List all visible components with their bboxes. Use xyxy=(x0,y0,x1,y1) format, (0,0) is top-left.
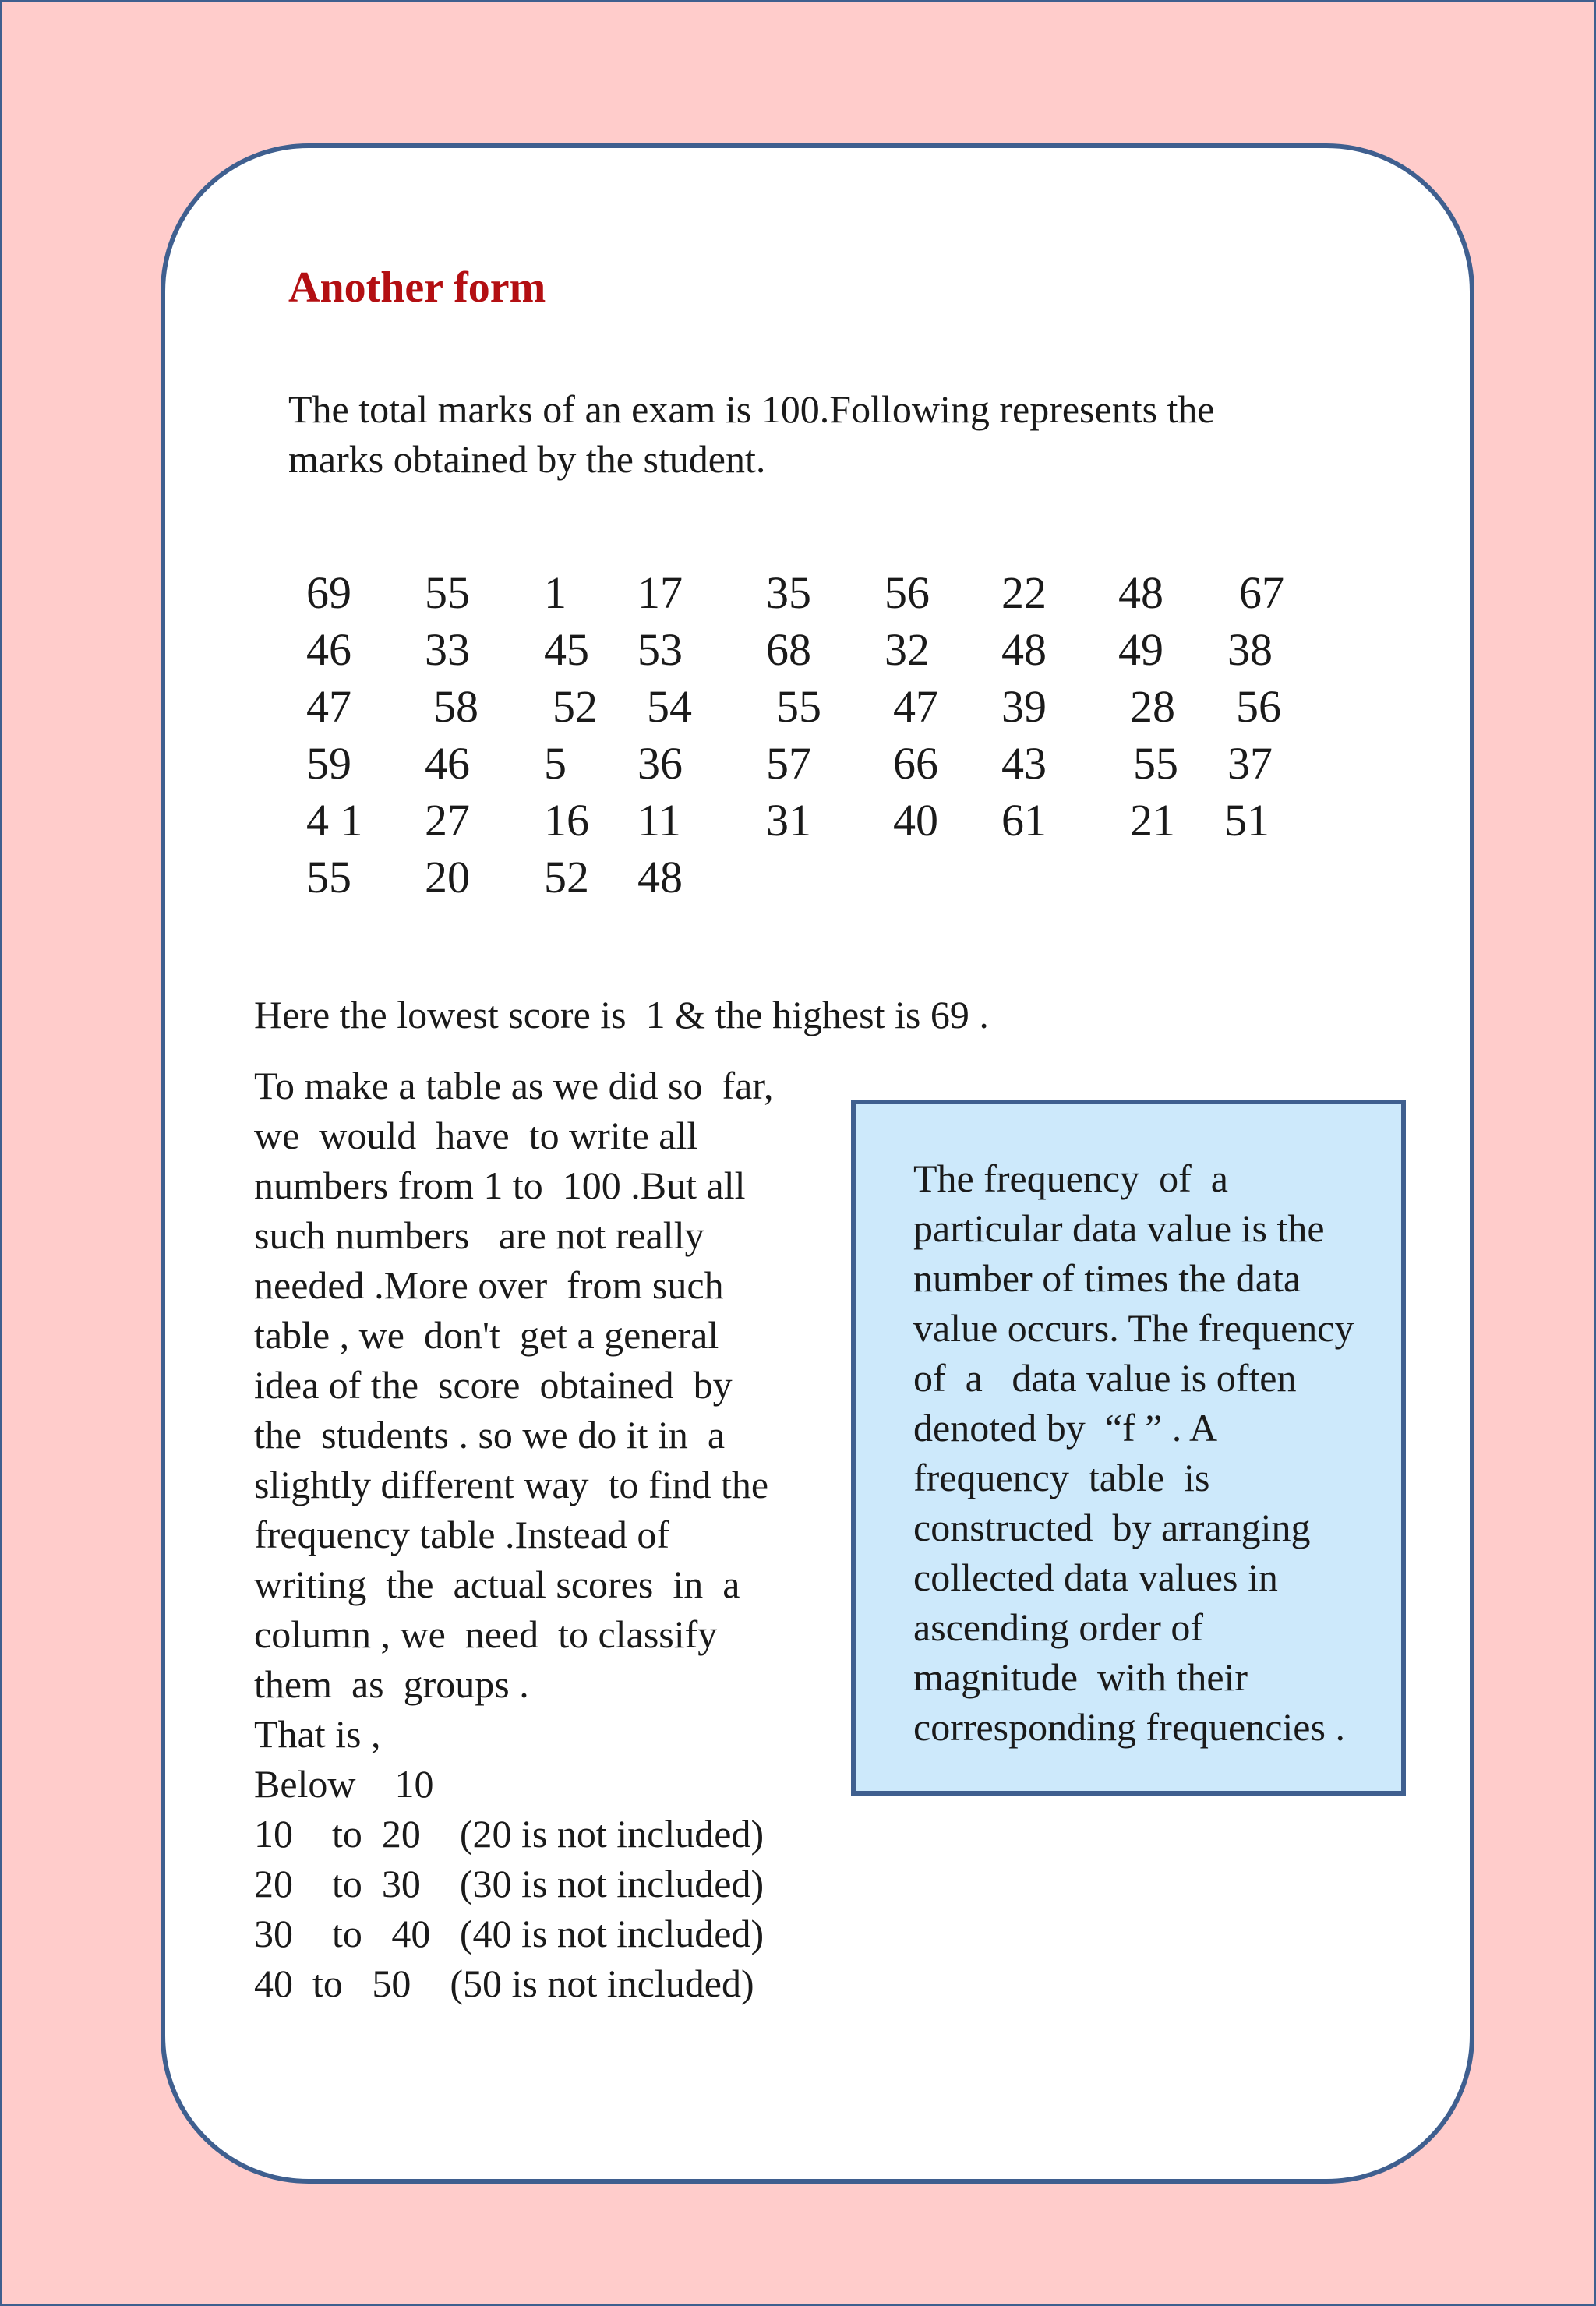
paragraph-line: the students . so we do it in a xyxy=(254,1413,726,1457)
marks-row xyxy=(306,678,1319,735)
paragraph-line: numbers from 1 to 100 .But all xyxy=(254,1164,746,1207)
mark-value: 20 xyxy=(425,852,470,902)
mark-value: 56 xyxy=(1236,681,1281,732)
mark-value: 39 xyxy=(1001,681,1047,732)
mark-value: 5 xyxy=(544,738,567,789)
paragraph-line: That is , xyxy=(254,1712,381,1756)
mark-value: 48 xyxy=(1118,567,1163,618)
paragraph-line: needed .More over from such xyxy=(254,1263,724,1307)
mark-value: 4 1 xyxy=(306,795,363,846)
paragraph-line: column , we need to classify xyxy=(254,1612,718,1656)
mark-value: 31 xyxy=(766,795,811,846)
mark-value: 55 xyxy=(425,567,470,618)
definition-line: value occurs. The frequency xyxy=(913,1306,1354,1350)
mark-value: 51 xyxy=(1224,795,1269,846)
page-title: Another form xyxy=(288,263,546,312)
mark-value: 33 xyxy=(425,624,470,675)
mark-value: 28 xyxy=(1130,681,1175,732)
definition-line: ascending order of xyxy=(913,1605,1204,1649)
paragraph-line: table , we don't get a general xyxy=(254,1313,719,1357)
mark-value: 47 xyxy=(306,681,351,732)
mark-value: 56 xyxy=(885,567,930,618)
paragraph-line: 30 to 40 (40 is not included) xyxy=(254,1912,764,1955)
paragraph-line: 20 to 30 (30 is not included) xyxy=(254,1862,764,1905)
definition-line: corresponding frequencies . xyxy=(913,1705,1345,1749)
marks-row xyxy=(306,735,1319,792)
mark-value: 54 xyxy=(647,681,692,732)
paragraph-line: idea of the score obtained by xyxy=(254,1363,733,1407)
mark-value: 38 xyxy=(1227,624,1273,675)
marks-row xyxy=(306,792,1319,849)
paragraph-line: 10 to 20 (20 is not included) xyxy=(254,1812,764,1856)
mark-value: 55 xyxy=(1133,738,1178,789)
paragraph-line: writing the actual scores in a xyxy=(254,1563,740,1606)
low-high-summary: Here the lowest score is 1 & the highest is 69 . xyxy=(254,993,989,1036)
mark-value: 52 xyxy=(544,852,589,902)
paragraph-line: such numbers are not really xyxy=(254,1213,704,1257)
marks-grid xyxy=(306,564,1319,906)
definition-line: number of times the data xyxy=(913,1256,1301,1300)
mark-value: 52 xyxy=(553,681,598,732)
mark-value: 48 xyxy=(637,852,683,902)
mark-value: 57 xyxy=(766,738,811,789)
frequency-definition-box xyxy=(851,1100,1406,1796)
definition-line: The frequency of a xyxy=(913,1157,1228,1200)
paragraph-line: Below 10 xyxy=(254,1762,434,1806)
intro-text xyxy=(288,384,1356,484)
mark-value: 61 xyxy=(1001,795,1047,846)
mark-value: 37 xyxy=(1227,738,1273,789)
mark-value: 49 xyxy=(1118,624,1163,675)
definition-line: magnitude with their xyxy=(913,1655,1248,1699)
intro-line: marks obtained by the student. xyxy=(288,437,766,481)
mark-value: 48 xyxy=(1001,624,1047,675)
mark-value: 58 xyxy=(433,681,478,732)
paragraph-line: frequency table .Instead of xyxy=(254,1513,670,1556)
mark-value: 21 xyxy=(1130,795,1175,846)
paragraph-line: them as groups . xyxy=(254,1662,529,1706)
mark-value: 59 xyxy=(306,738,351,789)
mark-value: 53 xyxy=(637,624,683,675)
mark-value: 17 xyxy=(637,567,683,618)
definition-line: particular data value is the xyxy=(913,1206,1325,1250)
paragraph-line: To make a table as we did so far, xyxy=(254,1064,774,1107)
marks-row xyxy=(306,849,1319,906)
mark-value: 66 xyxy=(893,738,938,789)
mark-value: 68 xyxy=(766,624,811,675)
mark-value: 36 xyxy=(637,738,683,789)
mark-value: 45 xyxy=(544,624,589,675)
definition-line: collected data values in xyxy=(913,1556,1278,1599)
mark-value: 11 xyxy=(637,795,681,846)
mark-value: 55 xyxy=(776,681,821,732)
mark-value: 55 xyxy=(306,852,351,902)
definition-line: constructed by arranging xyxy=(913,1506,1311,1549)
mark-value: 46 xyxy=(306,624,351,675)
paragraph-line: slightly different way to find the xyxy=(254,1463,769,1506)
mark-value: 67 xyxy=(1239,567,1284,618)
intro-line: The total marks of an exam is 100.Following represents the xyxy=(288,387,1215,431)
mark-value: 46 xyxy=(425,738,470,789)
mark-value: 69 xyxy=(306,567,351,618)
mark-value: 27 xyxy=(425,795,470,846)
mark-value: 40 xyxy=(893,795,938,846)
mark-value: 1 xyxy=(544,567,567,618)
definition-line: frequency table is xyxy=(913,1456,1210,1499)
marks-row xyxy=(306,621,1319,678)
explanation-paragraph xyxy=(254,1061,831,2008)
mark-value: 47 xyxy=(893,681,938,732)
paragraph-line: we would have to write all xyxy=(254,1114,698,1157)
paragraph-line: 40 to 50 (50 is not included) xyxy=(254,1962,754,2005)
definition-line: of a data value is often xyxy=(913,1356,1297,1400)
mark-value: 32 xyxy=(885,624,930,675)
mark-value: 35 xyxy=(766,567,811,618)
definition-line: denoted by “f ” . A xyxy=(913,1406,1218,1450)
mark-value: 43 xyxy=(1001,738,1047,789)
mark-value: 22 xyxy=(1001,567,1047,618)
marks-row xyxy=(306,564,1319,621)
mark-value: 16 xyxy=(544,795,589,846)
